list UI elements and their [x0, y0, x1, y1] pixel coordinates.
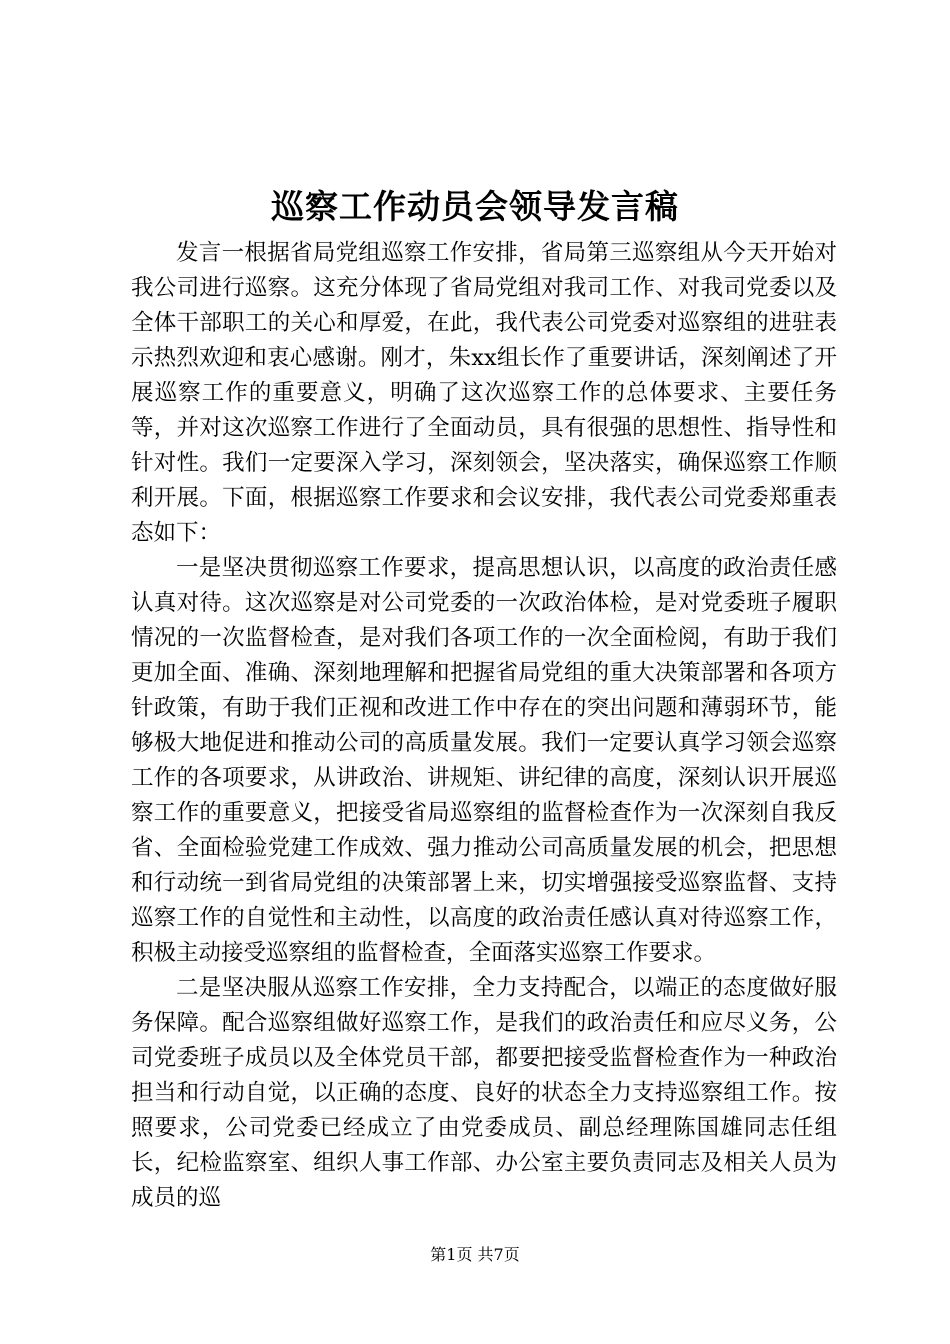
paragraph-point-one: 一是坚决贯彻巡察工作要求，提高思想认识，以高度的政治责任感认真对待。这次巡察是对公司党委的一次政治体检，是对党委班子履职情况的一次监督检查，是对我们各项工作的一次全面检阅，有助于我们更加全面、准确、深刻地理解和把握省局党组的重大决策部署和各项方针政策，有助于我们正视和改进工作中存在的突出问题和薄弱环节，能够极大地促进和推动公司的高质量发展。我们一定要认真学习领会巡察工作的各项要求，从讲政治、讲规矩、讲纪律的高度，深刻认识开展巡察工作的重要意义，把接受省局巡察组的监督检查作为一次深刻自我反省、全面检验党建工作成效、强力推动公司高质量发展的机会，把思想和行动统一到省局党组的决策部署上来，切实增强接受巡察监督、支持巡察工作的自觉性和主动性，以高度的政治责任感认真对待巡察工作，积极主动接受巡察组的监督检查，全面落实巡察工作要求。: [131, 555, 837, 966]
paragraph-point-two: 二是坚决服从巡察工作安排，全力支持配合，以端正的态度做好服务保障。配合巡察组做好巡察工作，是我们的政治责任和应尽义务，公司党委班子成员以及全体党员干部，都要把接受监督检查作为一种政治担当和行动自觉，以正确的态度、良好的状态全力支持巡察组工作。按照要求，公司党委已经成立了由党委成员、副总经理陈国雄同志任组长，纪检监察室、组织人事工作部、办公室主要负责同志及相关人员为成员的巡: [131, 975, 837, 1211]
document-title: 巡察工作动员会领导发言稿: [271, 187, 679, 226]
paragraph-intro: 发言一根据省局党组巡察工作安排，省局第三巡察组从今天开始对我公司进行巡察。这充分体现了省局党组对我司工作、对我司党委以及全体干部职工的关心和厚爱，在此，我代表公司党委对巡察组的进驻表示热烈欢迎和衷心感谢。刚才，朱xx组长作了重要讲话，深刻阐述了开展巡察工作的重要意义，明确了这次巡察工作的总体要求、主要任务等，并对这次巡察工作进行了全面动员，具有很强的思想性、指导性和针对性。我们一定要深入学习，深刻领会，坚决落实，确保巡察工作顺利开展。下面，根据巡察工作要求和会议安排，我代表公司党委郑重表态如下：: [131, 240, 837, 546]
document-body: [131, 236, 837, 1216]
page-number-footer: 第1页 共7页: [430, 1245, 520, 1264]
